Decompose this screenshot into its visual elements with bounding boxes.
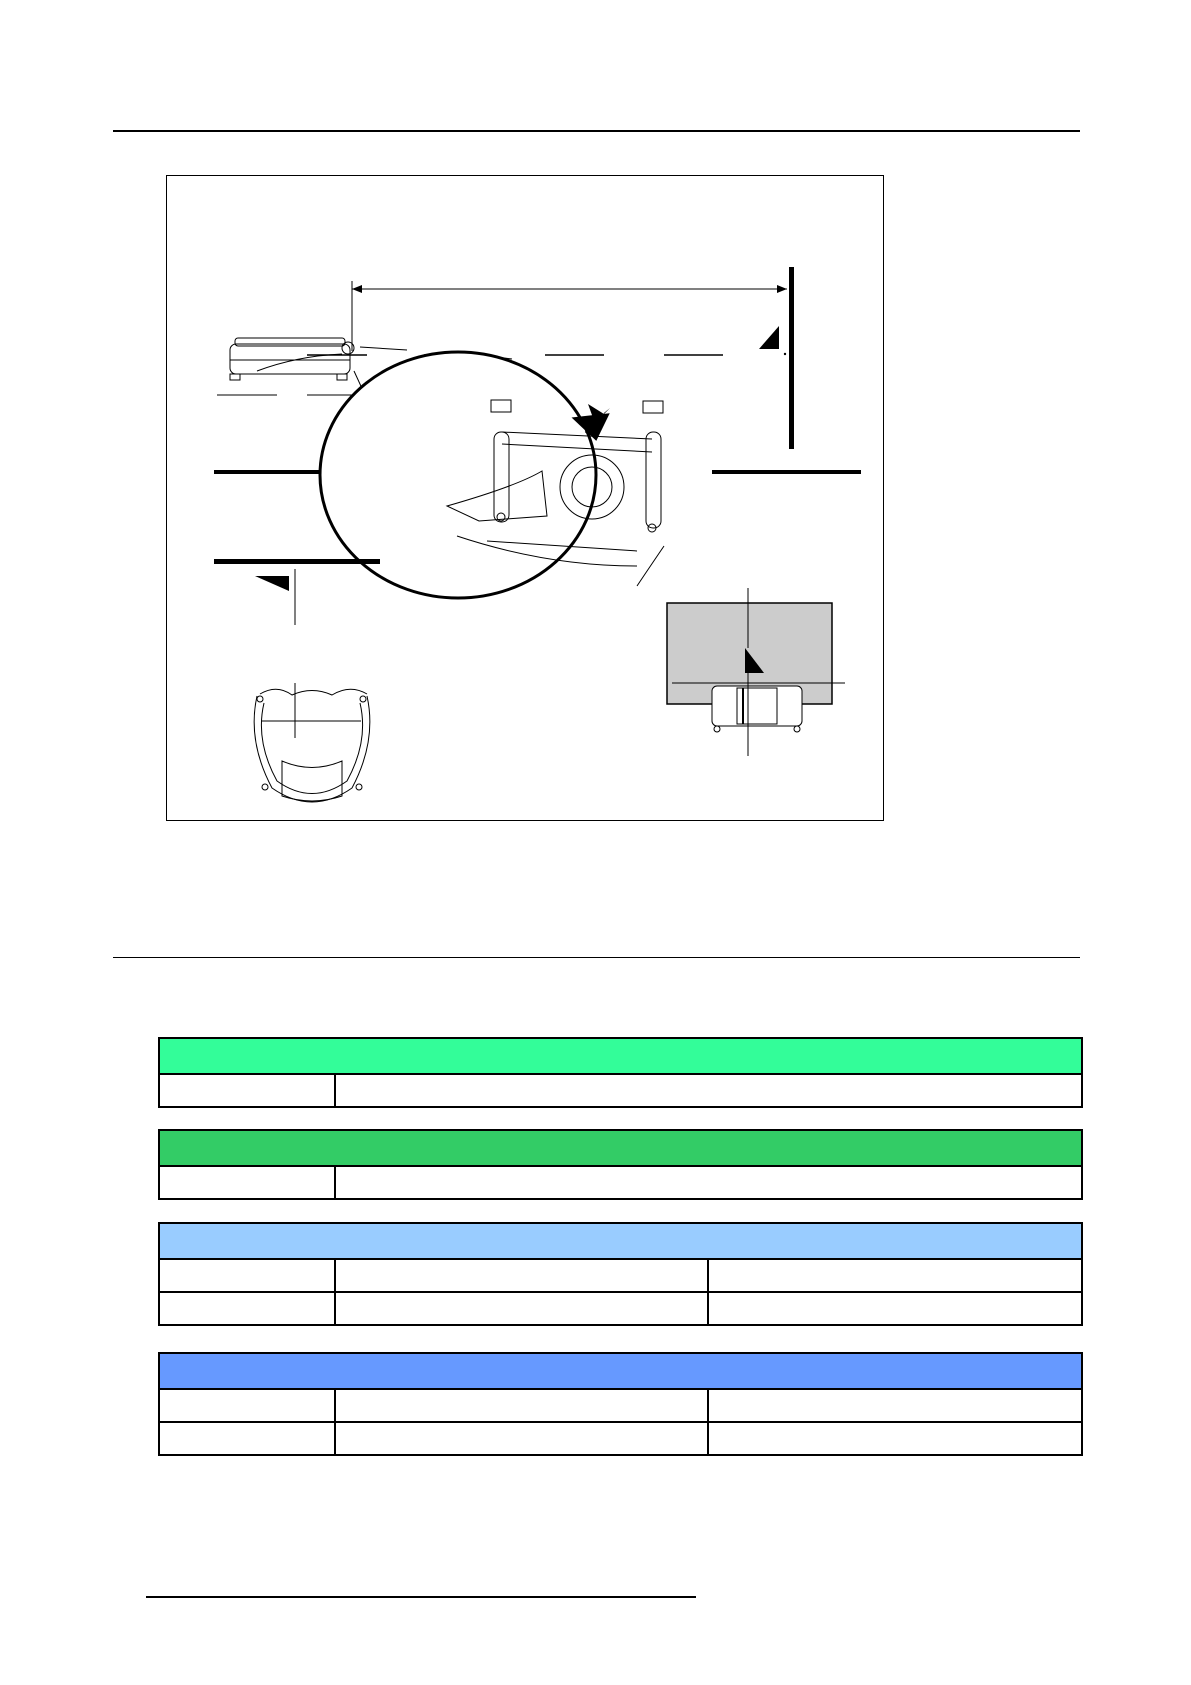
table-header-row: [159, 1038, 1082, 1074]
spec-table-3: [158, 1222, 1083, 1326]
table-cell: [708, 1259, 1082, 1292]
table-header-row: [159, 1223, 1082, 1259]
table-cell: [159, 1259, 335, 1292]
table-row: [159, 1074, 1082, 1107]
table-header-row: [159, 1130, 1082, 1166]
header-rule: [113, 130, 1080, 132]
table-header-row: [159, 1353, 1082, 1389]
table-cell: [708, 1292, 1082, 1325]
table-cell: [335, 1166, 1082, 1199]
screen-side-icon: [759, 267, 794, 449]
table-header: [159, 1130, 1082, 1166]
installation-diagram: [167, 176, 885, 822]
table-row: [159, 1166, 1082, 1199]
table-row: [159, 1389, 1082, 1422]
table-row: [159, 1422, 1082, 1455]
table-row: [159, 1259, 1082, 1292]
spec-table-4: [158, 1352, 1083, 1456]
table-header: [159, 1038, 1082, 1074]
table-cell: [708, 1422, 1082, 1455]
installation-figure: [166, 175, 884, 821]
table-cell: [335, 1074, 1082, 1107]
table-cell: [335, 1389, 708, 1422]
table-cell: [335, 1259, 708, 1292]
projector-top-view-icon: [254, 683, 370, 802]
table-row: [159, 1292, 1082, 1325]
throw-distance-dimension: [352, 281, 787, 351]
spec-table-1: [158, 1037, 1083, 1108]
ceiling-mark: [214, 559, 380, 625]
table-cell: [159, 1074, 335, 1107]
table-cell: [159, 1292, 335, 1325]
table-cell: [335, 1292, 708, 1325]
footer-rule: [146, 1596, 696, 1598]
table-cell: [335, 1422, 708, 1455]
table-cell: [708, 1389, 1082, 1422]
optical-axis: [307, 347, 723, 359]
section-rule: [113, 957, 1080, 958]
table-cell: [159, 1166, 335, 1199]
table-cell: [159, 1389, 335, 1422]
table-header: [159, 1353, 1082, 1389]
table-header: [159, 1223, 1082, 1259]
spec-table-2: [158, 1129, 1083, 1200]
projector-side-view-icon: [217, 338, 382, 395]
table-cell: [159, 1422, 335, 1455]
